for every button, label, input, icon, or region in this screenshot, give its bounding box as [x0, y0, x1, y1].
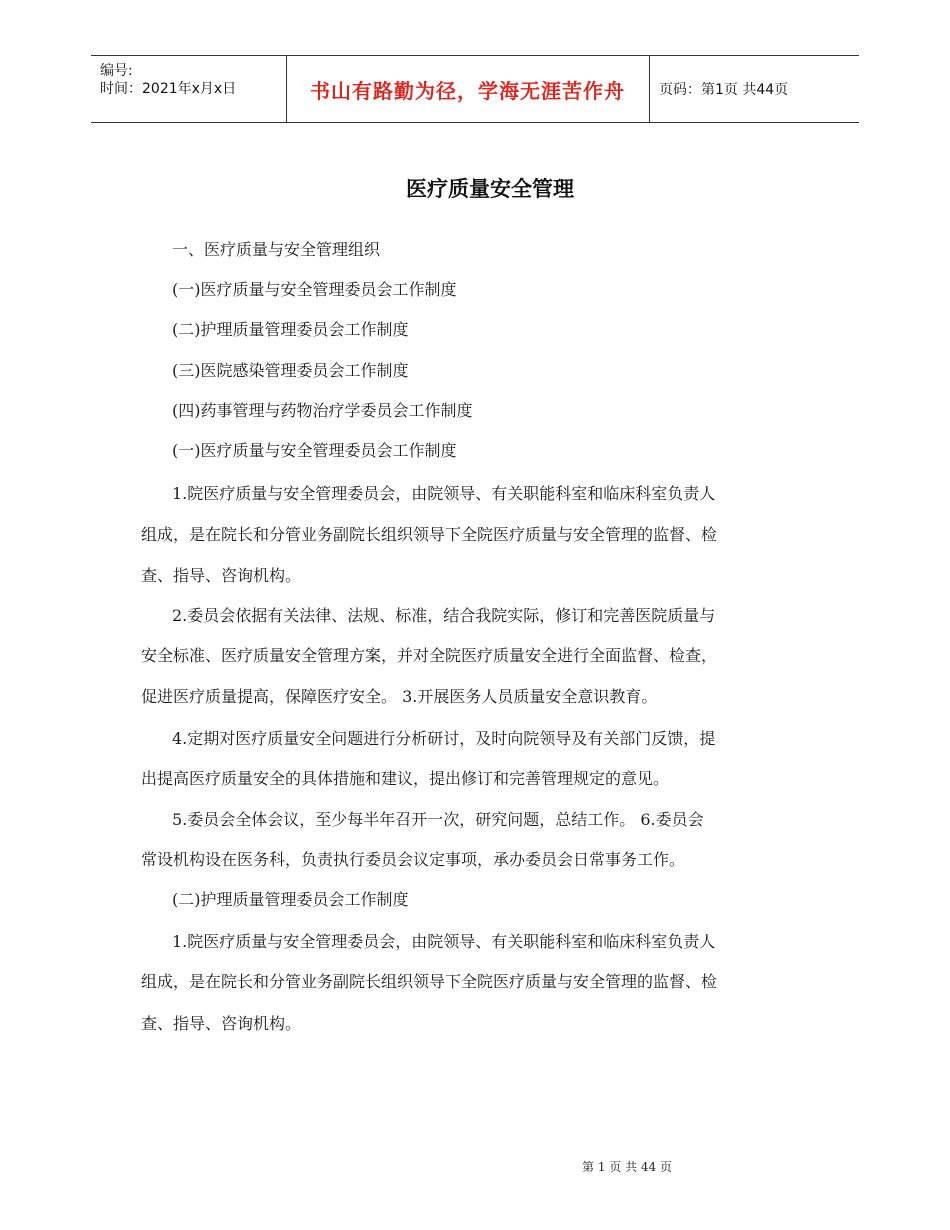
- paragraph-line: 组成，是在院长和分管业务副院长组织领导下全院医疗质量与安全管理的监督、检: [141, 972, 718, 991]
- document-number-label: 编号:: [100, 63, 133, 79]
- subsection-item: (一)医疗质量与安全管理委员会工作制度: [172, 280, 457, 299]
- paragraph-line: 组成，是在院长和分管业务副院长组织领导下全院医疗质量与安全管理的监督、检: [141, 525, 718, 544]
- paragraph-line: 常设机构设在医务科，负责执行委员会议定事项，承办委员会日常事务工作。: [141, 850, 686, 869]
- paragraph-line: 5.委员会全体会议，至少每半年召开一次，研究问题，总结工作。 6.委员会: [172, 810, 704, 829]
- paragraph-line: 查、指导、咨询机构。: [141, 1014, 302, 1033]
- paragraph-line: 出提高医疗质量安全的具体措施和建议，提出修订和完善管理规定的意见。: [141, 769, 670, 788]
- paragraph-line: 4.定期对医疗质量安全问题进行分析研讨，及时向院领导及有关部门反馈，提: [172, 729, 716, 748]
- paragraph-line: 查、指导、咨询机构。: [141, 566, 302, 585]
- subsection-item: (四)药事管理与药物治疗学委员会工作制度: [172, 401, 473, 420]
- header-page-cell: [649, 56, 859, 122]
- paragraph-line: 安全标准、医疗质量安全管理方案，并对全院医疗质量安全进行全面监督、检查，: [141, 646, 718, 665]
- header-motto: 书山有路勤为径，学海无涯苦作舟: [310, 78, 625, 103]
- subsection-item: (三)医院感染管理委员会工作制度: [172, 361, 409, 380]
- header-page-info: 页码：第1页 共44页: [659, 82, 789, 98]
- paragraph-line: 1.院医疗质量与安全管理委员会，由院领导、有关职能科室和临床科室负责人: [172, 932, 716, 951]
- section-heading: 一、医疗质量与安全管理组织: [172, 240, 381, 259]
- page-footer: 第 1 页 共 44 页: [582, 1160, 672, 1174]
- page-header: [91, 55, 859, 123]
- paragraph-line: 促进医疗质量提高，保障医疗安全。 3.开展医务人员质量安全意识教育。: [141, 687, 658, 706]
- subsection-heading: (一)医疗质量与安全管理委员会工作制度: [172, 441, 457, 460]
- header-motto-cell: [286, 56, 650, 122]
- subsection-item: (二)护理质量管理委员会工作制度: [172, 320, 409, 339]
- paragraph-line: 1.院医疗质量与安全管理委员会，由院领导、有关职能科室和临床科室负责人: [172, 484, 716, 503]
- header-left-cell: [91, 56, 287, 122]
- subsection-heading: (二)护理质量管理委员会工作制度: [172, 890, 409, 909]
- paragraph-line: 2.委员会依据有关法律、法规、标准，结合我院实际，修订和完善医院质量与: [172, 606, 716, 625]
- document-title: 医疗质量安全管理: [406, 177, 574, 201]
- document-time-label: 时间：2021年x月x日: [100, 81, 237, 97]
